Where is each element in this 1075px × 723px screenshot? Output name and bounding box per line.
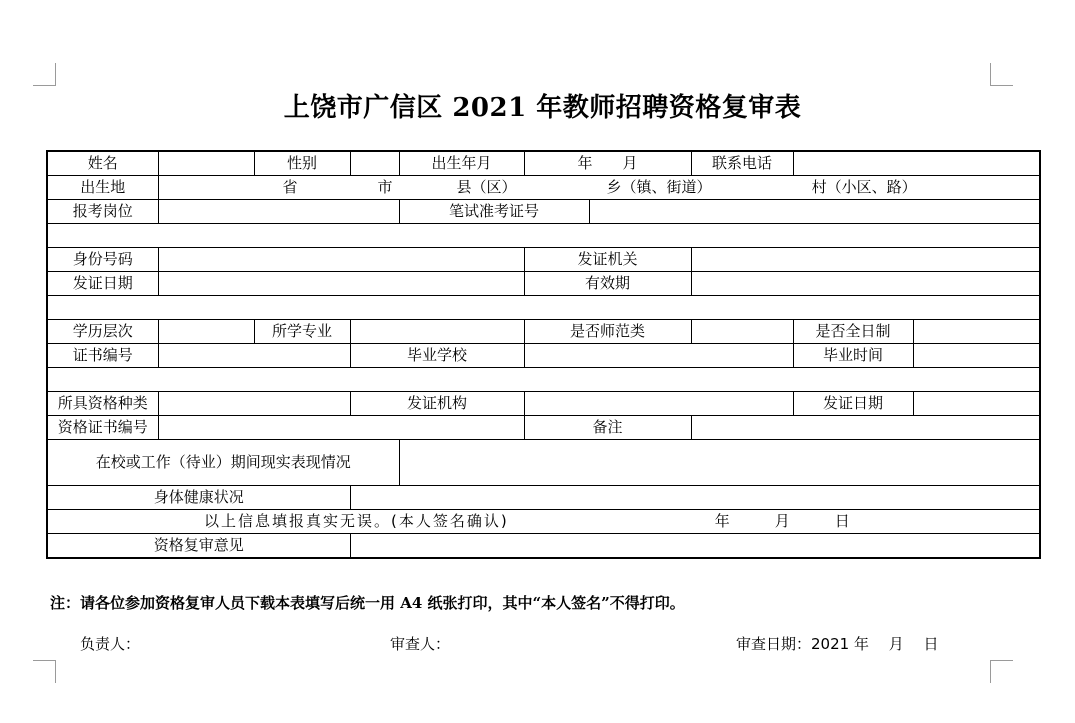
- row-qual-cert: [47, 416, 1040, 440]
- field-birth[interactable]: 年 月: [524, 151, 691, 176]
- field-edu-level[interactable]: [158, 320, 254, 344]
- field-id-number[interactable]: [158, 248, 524, 272]
- row-edu-level: [47, 320, 1040, 344]
- unit-county: 县（区）: [456, 178, 517, 196]
- field-name[interactable]: [158, 151, 254, 176]
- field-normal-category[interactable]: [691, 320, 793, 344]
- field-grad-time[interactable]: [913, 344, 1040, 368]
- field-major[interactable]: [350, 320, 524, 344]
- label-edu-level: 学历层次: [47, 320, 158, 344]
- section-education: [47, 296, 1040, 320]
- label-birthplace: 出生地: [47, 176, 158, 200]
- label-id-number: 身份号码: [47, 248, 158, 272]
- footer-responsible: 负责人：: [80, 635, 141, 653]
- crop-mark-top-right: [990, 63, 1013, 86]
- row-id-date: [47, 272, 1040, 296]
- crop-mark-bottom-right: [990, 660, 1013, 683]
- field-fulltime[interactable]: [913, 320, 1040, 344]
- field-exam-no[interactable]: [589, 200, 1040, 224]
- label-id-issuer: 发证机关: [524, 248, 691, 272]
- row-health: [47, 486, 1040, 510]
- section-title-education: [47, 296, 1040, 320]
- label-position: 报考岗位: [47, 200, 158, 224]
- label-id-issue-date: 发证日期: [47, 272, 158, 296]
- unit-village: 村（小区、路）: [811, 178, 917, 196]
- label-health: 身体健康状况: [47, 486, 350, 510]
- label-issuing-org: 发证机构: [350, 392, 524, 416]
- label-name: 姓名: [47, 151, 158, 176]
- label-major: 所学专业: [254, 320, 350, 344]
- field-remark[interactable]: [691, 416, 1040, 440]
- label-qual-issue-date: 发证日期: [793, 392, 913, 416]
- declaration-text: 以上信息填报真实无误。(本人签名确认): [204, 512, 509, 530]
- section-teacher-cert: [47, 368, 1040, 392]
- row-qual-type: [47, 392, 1040, 416]
- section-id-info: [47, 224, 1040, 248]
- document-title: 上饶市广信区 2021 年教师招聘资格复审表: [283, 93, 802, 123]
- label-gender: 性别: [254, 151, 350, 176]
- field-id-issue-date[interactable]: [158, 272, 524, 296]
- crop-mark-top-left: [33, 63, 56, 86]
- field-cert-number[interactable]: [158, 344, 350, 368]
- label-normal-category: 是否师范类: [524, 320, 691, 344]
- field-school[interactable]: [524, 344, 793, 368]
- label-opinion: 资格复审意见: [47, 534, 350, 559]
- crop-mark-bottom-left: [33, 660, 56, 683]
- label-exam-no: 笔试准考证号: [399, 200, 589, 224]
- declaration-date: 年 月 日: [714, 512, 850, 530]
- row-id-number: [47, 248, 1040, 272]
- row-basic-info: [47, 151, 1040, 176]
- unit-city: 市: [377, 178, 393, 196]
- field-position[interactable]: [158, 200, 399, 224]
- label-qual-cert-number: 资格证书编号: [47, 416, 158, 440]
- print-note: 注：请各位参加资格复审人员下载本表填写后统一用 A4 纸张打印，其中“本人签名”不得打印。: [50, 594, 685, 612]
- field-birthplace[interactable]: [158, 176, 1040, 200]
- section-title-id: [47, 224, 1040, 248]
- label-grad-time: 毕业时间: [793, 344, 913, 368]
- field-id-validity[interactable]: [691, 272, 1040, 296]
- field-declaration[interactable]: [47, 510, 1040, 534]
- label-birth: 出生年月: [399, 151, 524, 176]
- field-qual-type[interactable]: [158, 392, 350, 416]
- review-form-table: [46, 150, 1041, 559]
- footer-review-date: 审查日期：2021 年 月 日: [736, 635, 939, 653]
- field-id-issuer[interactable]: [691, 248, 1040, 272]
- unit-province: 省: [282, 178, 298, 196]
- row-opinion: [47, 534, 1040, 559]
- row-position: [47, 200, 1040, 224]
- unit-township: 乡（镇、街道）: [606, 178, 712, 196]
- label-id-validity: 有效期: [524, 272, 691, 296]
- row-performance: [47, 440, 1040, 486]
- label-cert-number: 证书编号: [47, 344, 158, 368]
- field-qual-issue-date[interactable]: [913, 392, 1040, 416]
- label-remark: 备注: [524, 416, 691, 440]
- label-fulltime: 是否全日制: [793, 320, 913, 344]
- field-issuing-org[interactable]: [524, 392, 793, 416]
- field-performance[interactable]: [399, 440, 1040, 486]
- label-qual-type: 所具资格种类: [47, 392, 158, 416]
- footer-reviewer: 审查人：: [390, 635, 451, 653]
- field-health[interactable]: [350, 486, 1040, 510]
- row-declaration: [47, 510, 1040, 534]
- field-qual-cert-number[interactable]: [158, 416, 524, 440]
- row-edu-cert: [47, 344, 1040, 368]
- section-title-teacher-cert: [47, 368, 1040, 392]
- label-phone: 联系电话: [691, 151, 793, 176]
- label-performance: 在校或工作（待业）期间现实表现情况: [47, 440, 399, 486]
- field-phone[interactable]: [793, 151, 1040, 176]
- field-opinion[interactable]: [350, 534, 1040, 559]
- field-gender[interactable]: [350, 151, 399, 176]
- label-school: 毕业学校: [350, 344, 524, 368]
- row-birthplace: [47, 176, 1040, 200]
